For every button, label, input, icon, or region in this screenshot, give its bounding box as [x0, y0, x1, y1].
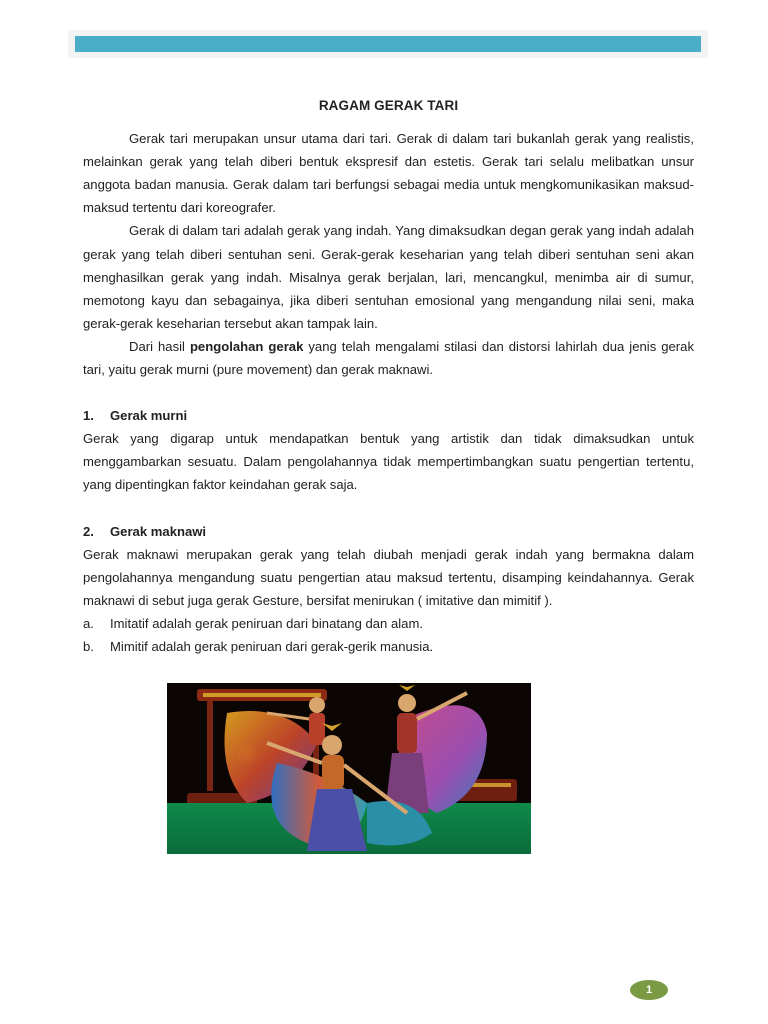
- page-number-badge: 1: [630, 980, 668, 1000]
- section-body-gerak-murni: Gerak yang digarap untuk mendapatkan bentuk yang artistik dan tidak dimaksudkan untuk menggambarkan sesuatu. Dalam pengolahannya tidak mempertimbangkan suatu pengertian tertentu, yang dipentingkan faktor keindahan gerak saja.: [83, 431, 694, 493]
- section-number: 2.: [83, 523, 94, 539]
- paragraph-beauty: Gerak di dalam tari adalah gerak yang indah. Yang dimaksudkan degan gerak yang indah adalah gerak yang telah diberi sentuhan seni. Gerak-gerak keseharian yang telah diberi sentuhan seni akan menghasilkan gerak yang indah. Misalnya gerak berjalan, lari, mencangkul, menimba air di sumur, memotong kayu dan sebagainya, jika diberi sentuhan emosional yang mengandung nilai seni, maka gerak-gerak keseharian tersebut akan tampak lain.: [83, 223, 694, 331]
- page-title: RAGAM GERAK TARI: [318, 98, 459, 113]
- list-item: [83, 635, 694, 658]
- dance-photo-illustration: [167, 683, 531, 854]
- dance-photo: [167, 683, 531, 854]
- paragraph-types-pre: Dari hasil: [129, 338, 190, 354]
- section-body-gerak-maknawi: Gerak maknawi merupakan gerak yang telah diubah menjadi gerak indah yang bermakna dalam pengolahannya mengandung suatu pengertian atau maksud tertentu, disamping keindahannya. Gerak maknawi di sebut juga gerak Gesture, bersifat menirukan ( imitative dan mimitif ).: [83, 546, 694, 608]
- list-text: Imitatif adalah gerak peniruan dari binatang dan alam.: [110, 615, 423, 631]
- paragraph-types-bold: pengolahan gerak: [189, 338, 304, 354]
- list-marker: a.: [83, 615, 94, 631]
- list-text: Mimitif adalah gerak peniruan dari gerak-gerik manusia.: [110, 638, 434, 654]
- paragraph-types-post: yang telah mengalami stilasi dan distorsi lahirlah dua jenis gerak tari, yaitu gerak murni (pure movement) dan gerak maknawi.: [83, 338, 694, 378]
- paragraph-types: [83, 335, 694, 381]
- paragraph-intro: Gerak tari merupakan unsur utama dari tari. Gerak di dalam tari bukanlah gerak yang realistis, melainkan gerak yang telah diberi bentuk ekspresif dan estetis. Gerak tari selalu melibatkan unsur anggota badan manusia. Gerak dalam tari berfungsi sebagai media untuk mengkomunikasikan maksud-maksud tertentu dari koreografer.: [83, 131, 694, 216]
- list-marker: b.: [83, 638, 94, 654]
- section-heading-gerak-maknawi: [83, 520, 694, 543]
- header-bar: [75, 36, 701, 52]
- section-title: Gerak murni: [110, 408, 188, 424]
- section-number: 1.: [83, 408, 94, 424]
- list-item: [83, 612, 694, 635]
- header-frame: [68, 30, 708, 58]
- section-title: Gerak maknawi: [110, 523, 207, 539]
- document-body: [83, 94, 694, 658]
- section-heading-gerak-murni: [83, 404, 694, 427]
